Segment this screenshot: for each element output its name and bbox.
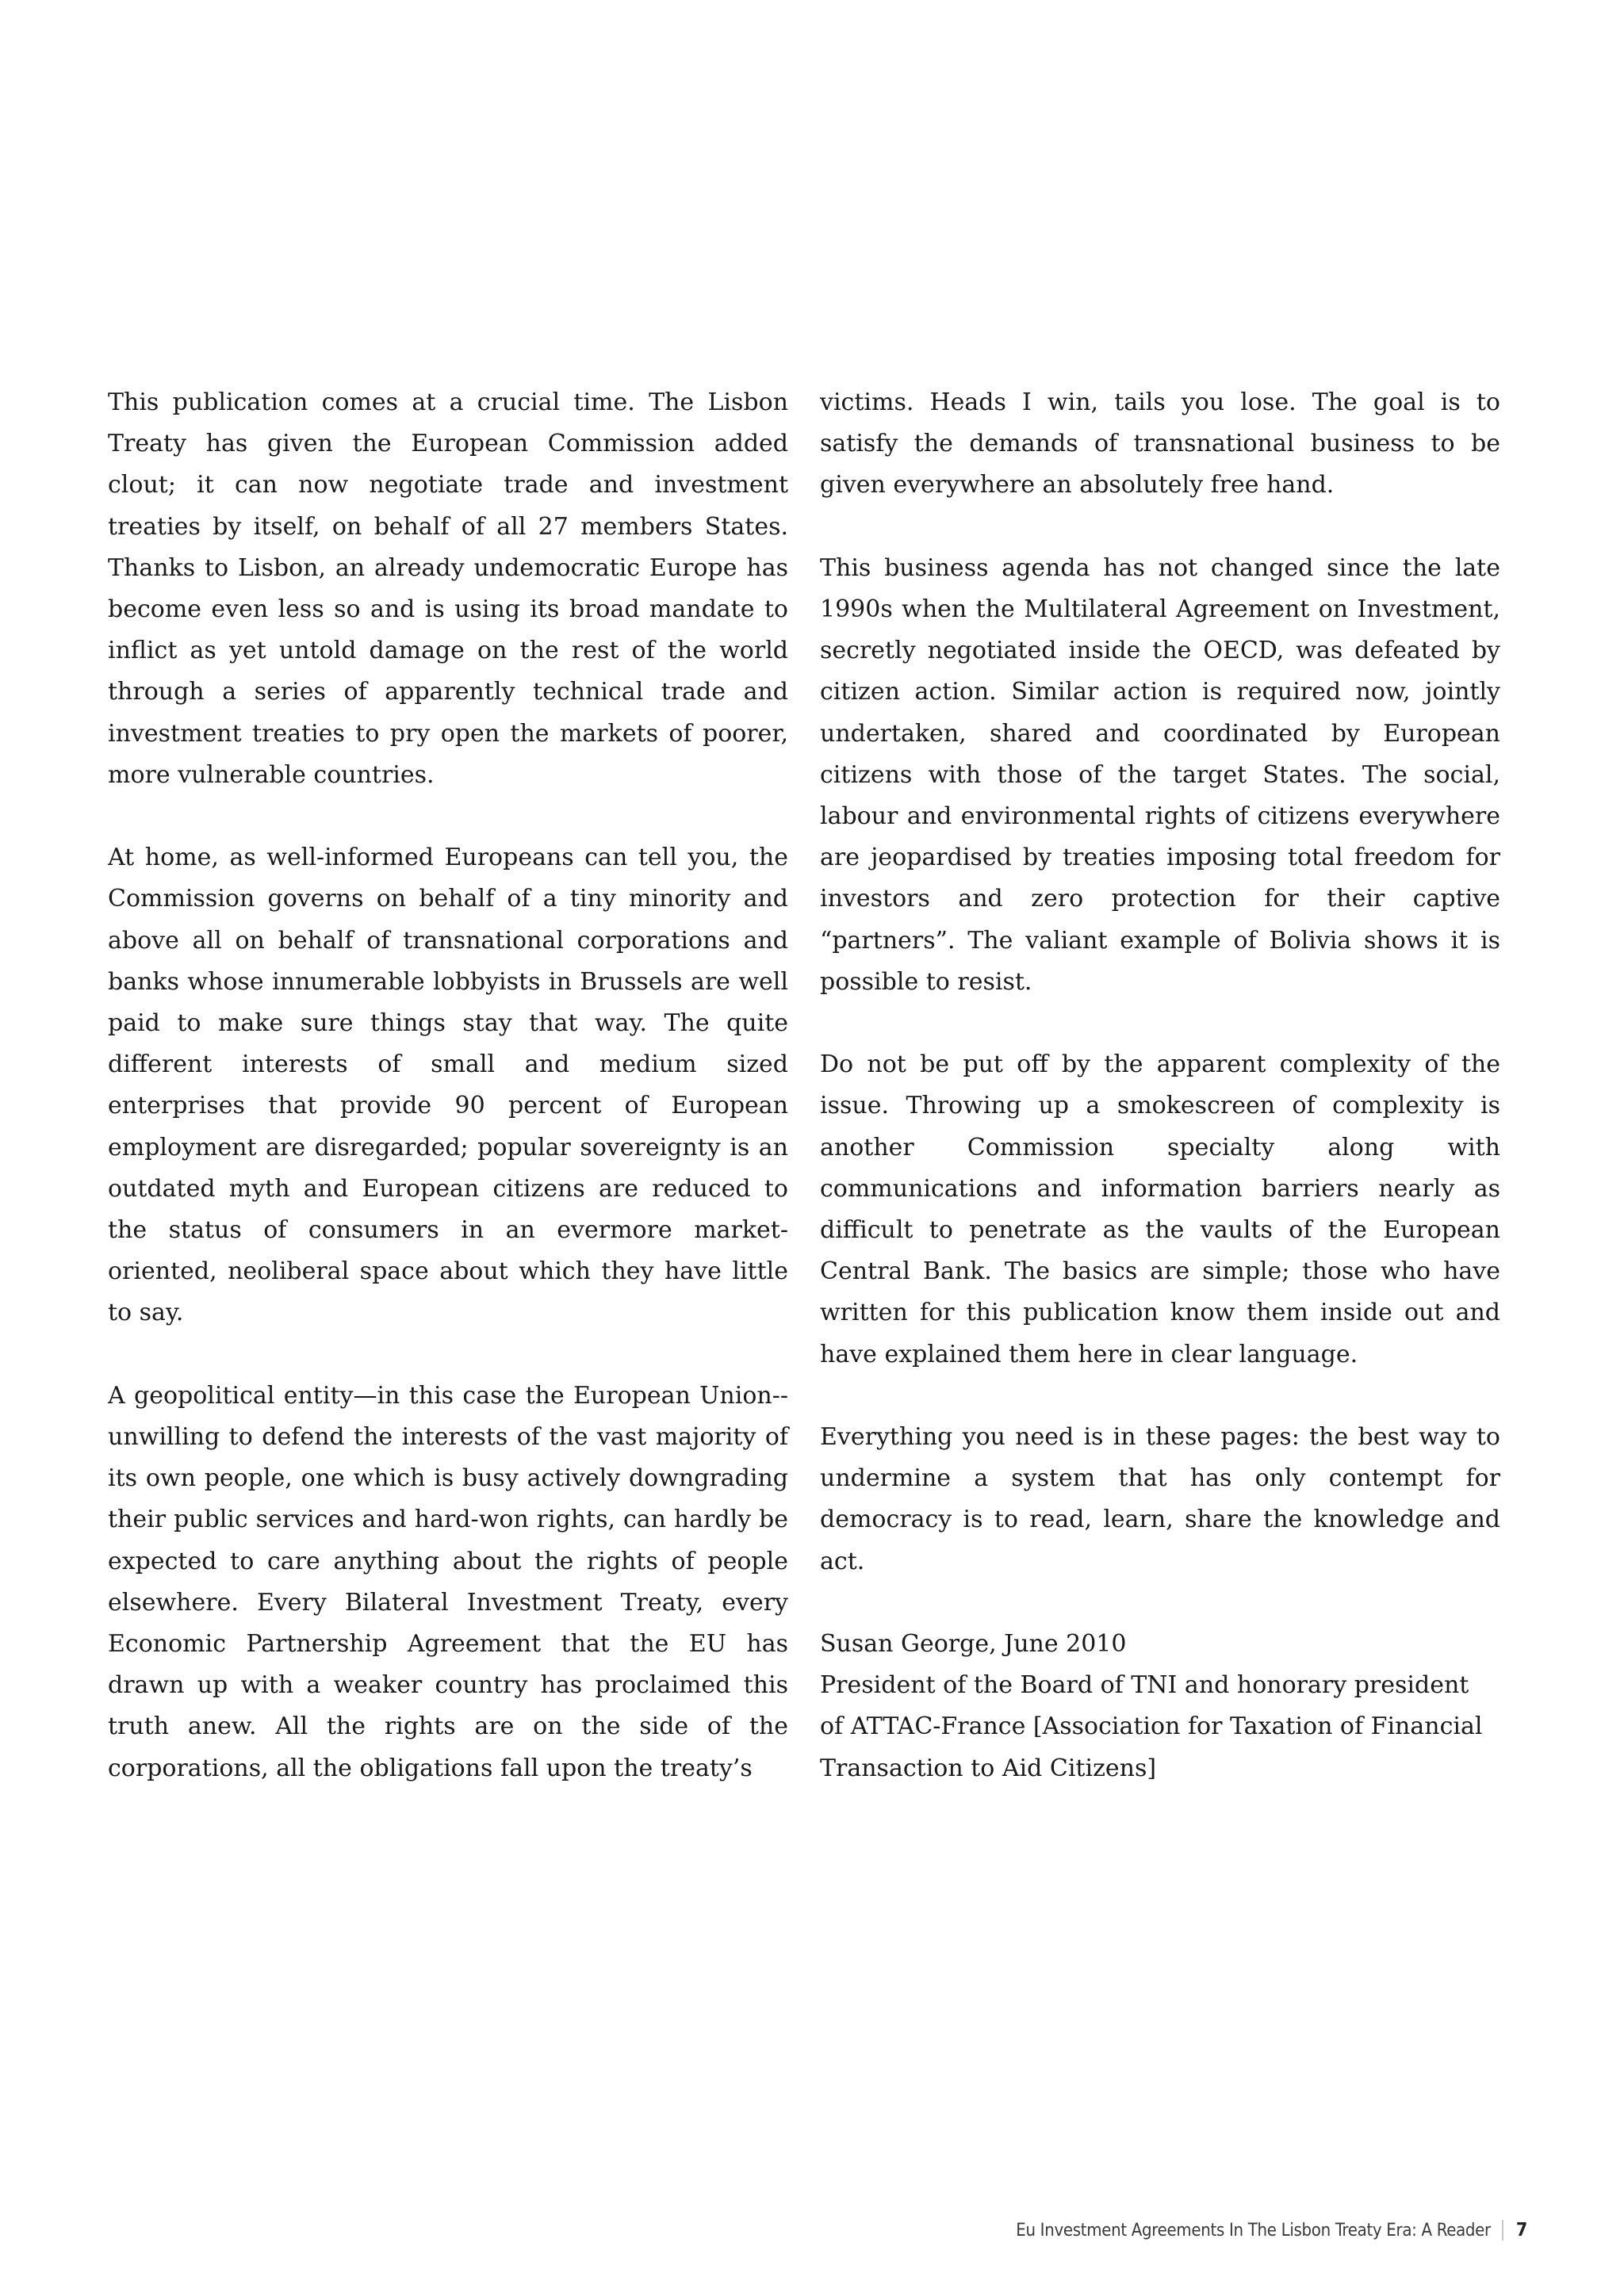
signature-name-date: Susan George, June 2010: [820, 1630, 1127, 1659]
signature-title: of ATTAC-France [Association for Taxation of Financial: [820, 1712, 1483, 1741]
signature-title: President of the Board of TNI and honorary president: [820, 1671, 1469, 1700]
body-paragraph: At home, as well-informed Europeans can tell you, the Commission governs on behalf of a tiny minority and above all on behalf of transnational corporations and banks whose innumerable lobbyists in Brussels are well paid to make sure things stay that way. The quite different interests of small and medium sized enterprises that provide 90 percent of European employment are disregarded; popular sovereignty is an outdated myth and European citizens are reduced to the status of consumers in an evermore market-oriented, neoliberal space about which they have little to say.: [108, 844, 788, 1327]
body-paragraph: victims. Heads I win, tails you lose. The goal is to satisfy the demands of transnational business to be given everywhere an absolutely free hand.: [820, 388, 1500, 499]
body-paragraph: Everything you need is in these pages: the best way to undermine a system that has only contempt for democracy is to read, learn, share the knowledge and act.: [820, 1423, 1500, 1575]
body-paragraph: Do not be put off by the apparent complexity of the issue. Throwing up a smokescreen of complexity is another Commission specialty along with communications and information barriers nearly as difficult to penetrate as the vaults of the European Central Bank. The basics are simple; those who have written for this publication know them inside out and have explained them here in clear language.: [820, 1050, 1500, 1368]
body-paragraph: This publication comes at a crucial time. The Lisbon Treaty has given the European Commission added clout; it can now negotiate trade and investment treaties by itself, on behalf of all 27 members States. Thanks to Lisbon, an already undemocratic Europe has become even less so and is using its broad mandate to inflict as yet untold damage on the rest of the world through a series of apparently technical trade and investment treaties to pry open the markets of poorer, more vulnerable countries.: [108, 388, 788, 789]
left-column: [108, 382, 788, 1789]
footer-divider: [1502, 2220, 1503, 2241]
right-column: [820, 382, 1500, 1789]
page-footer: [1016, 2220, 1527, 2241]
signature-title: Transaction to Aid Citizens]: [820, 1754, 1157, 1782]
page-number: 7: [1515, 2220, 1527, 2241]
publication-title: Eu Investment Agreements In The Lisbon Treaty Era: A Reader: [1016, 2220, 1491, 2241]
body-paragraph: This business agenda has not changed since the late 1990s when the Multilateral Agreement on Investment, secretly negotiated inside the OECD, was defeated by citizen action. Similar action is required now, jointly undertaken, shared and coordinated by European citizens with those of the target States. The social, labour and environmental rights of citizens everywhere are jeopardised by treaties imposing total freedom for investors and zero protection for their captive “partners”. The valiant example of Bolivia shows it is possible to resist.: [820, 553, 1500, 996]
signature-block: [820, 1624, 1500, 1789]
body-paragraph: A geopolitical entity—in this case the European Union--unwilling to defend the interests of the vast majority of its own people, one which is busy actively downgrading their public services and hard-won rights, can hardly be expected to care anything about the rights of people elsewhere. Every Bilateral Investment Treaty, every Economic Partnership Agreement that the EU has drawn up with a weaker country has proclaimed this truth anew. All the rights are on the side of the corporations, all the obligations fall upon the treaty’s: [108, 1381, 788, 1782]
